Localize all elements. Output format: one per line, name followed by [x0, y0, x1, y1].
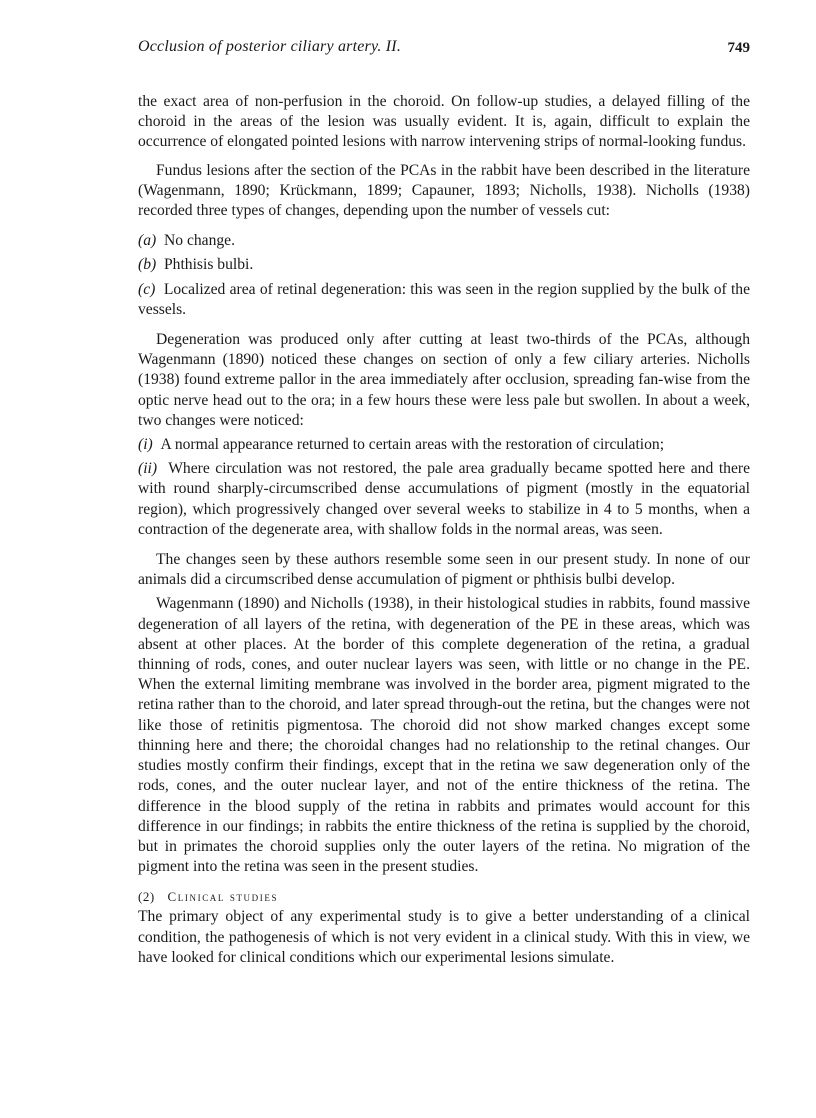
page-header: [138, 38, 750, 62]
list-marker: (b): [138, 256, 157, 274]
list-marker: (i): [138, 436, 153, 454]
section-number: (2): [138, 889, 155, 905]
paragraph-6: The primary object of any experimental study is to give a better understanding of a clinical condition, the pathogenesis of which is not very evident in a clinical study. With this in view, we have looked for clinical conditions which our experimental lesions simulate.: [138, 908, 750, 966]
list-text: Where circulation was not restored, the pale area gradually became spotted here and there with round sharply-circumscribed dense accumulations of pigment (mostly in the equatorial region), which progressively changed over several weeks to stabilize in 4 to 5 months, when a contraction of the degenerate area, with shallow folds in the normal areas, was seen.: [138, 460, 750, 538]
paragraph-5: Wagenmann (1890) and Nicholls (1938), in their histological studies in rabbits, found massive degeneration of all layers of the retina, with degeneration of the PE in these areas, which was absent at other places. At the border of this complete degeneration of the retina, a gradual thinning of rods, cones, and outer nuclear layers was seen, with little or no change in the PE. When the external limiting membrane was involved in the border area, pigment migrated to the retina rather than to the choroid, and later spread through-out the retina, but the changes were not like those of retinitis pigmentosa. The choroid did not show marked changes except some thinning here and there; the choroidal changes had no relationship to the retinal changes. Our studies mostly confirm their findings, except that in the retina we saw degeneration only of the rods, cones, and the outer nuclear layer, and not of the entire thickness of the retina. The difference in the blood supply of the retina in rabbits and primates would account for this difference in our findings; in rabbits the entire thickness of the retina is supplied by the choroid, but in primates the choroid supplies only the outer layers of the retina. No migration of the pigment into the retina was seen in the present studies.: [138, 595, 750, 876]
change-types-list: [138, 231, 750, 320]
list-text: A normal appearance returned to certain areas with the restoration of circulation;: [160, 436, 665, 454]
paragraph-3: Degeneration was produced only after cutting at least two-thirds of the PCAs, although Wagenmann (1890) noticed these changes on section of only a few ciliary arteries. Nicholls (1938) found extreme pallor in the area immediately after occlusion, spreading fan-wise from the optic nerve head out to the ora; in a few hours these were less pale but swollen. In about a week, two changes were noticed:: [138, 331, 750, 429]
section-title: Clinical studies: [167, 889, 279, 905]
page: [138, 38, 750, 968]
paragraph-4: The changes seen by these authors resemble some seen in our present study. In none of our animals did a circumscribed dense accumulation of pigment or phthisis bulbi develop.: [138, 551, 750, 589]
list-marker: (a): [138, 232, 157, 250]
observed-changes-list: [138, 435, 750, 540]
list-item: [138, 435, 750, 455]
list-item: [138, 459, 750, 540]
running-title: Occlusion of posterior ciliary artery. II.: [138, 38, 402, 55]
list-text: No change.: [163, 232, 235, 250]
list-item: [138, 280, 750, 320]
list-item: [138, 255, 750, 275]
list-marker: (c): [138, 280, 156, 298]
page-number: 749: [727, 40, 750, 56]
list-marker: (ii): [138, 460, 158, 478]
list-text: Localized area of retinal degeneration: this was seen in the region supplied by the bulk of the vessels.: [138, 280, 750, 318]
paragraph-2: Fundus lesions after the section of the PCAs in the rabbit have been described in the literature (Wagenmann, 1890; Krückmann, 1899; Capauner, 1893; Nicholls, 1938). Nicholls (1938) recorded three types of changes, depending upon the number of vessels cut:: [138, 161, 750, 220]
paragraph-1: the exact area of non-perfusion in the choroid. On follow-up studies, a delayed filling of the choroid in the areas of the lesion was usually evident. It is, again, difficult to explain the occurrence of elongated pointed lesions with narrow intervening strips of normal-looking fundus.: [138, 93, 750, 151]
list-item: [138, 231, 750, 251]
list-text: Phthisis bulbi.: [163, 256, 254, 274]
section-heading: [138, 887, 750, 907]
